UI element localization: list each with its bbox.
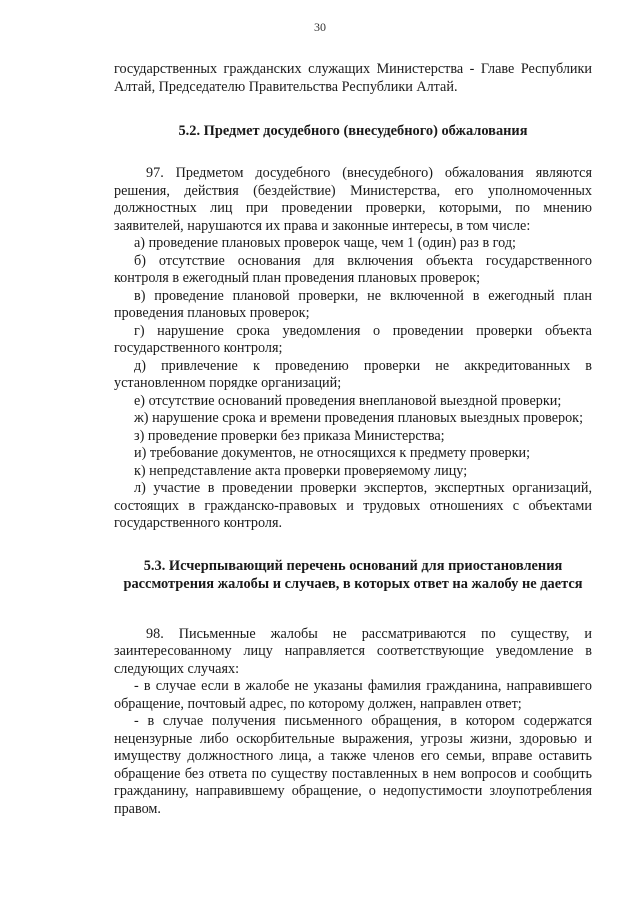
list-item-l: л) участие в проведении проверки экспертов, экспертных организаций, состоящих в гражданско-правовых и трудовых отношениях с объектами государственного контроля. bbox=[114, 480, 592, 531]
paragraph-98: 98. Письменные жалобы не рассматриваются по существу, и заинтересованному лицу направляется соответствующие уведомление в следующих случаях: bbox=[114, 625, 592, 677]
page-number: 30 bbox=[314, 20, 326, 34]
list-item-b: б) отсутствие основания для включения объекта государственного контроля в ежегодный план проведения плановых проверок; bbox=[114, 252, 592, 286]
section-heading-5-3: 5.3. Исчерпывающий перечень оснований для приостановления рассмотрения жалобы и случаев, в которых ответ на жалобу не дается bbox=[123, 557, 583, 592]
list-item-dash-2: - в случае получения письменного обращения, в котором содержатся нецензурные либо оскорбительные выражения, угрозы жизни, здоровью и имуществу должностного лица, а также членов его семьи, вправе оставить обращение без ответа по существу поставленных в нем вопросов и сообщить гражданину, направившему обращение, о недопустимости злоупотребления правом. bbox=[114, 713, 592, 817]
list-item-i: и) требование документов, не относящихся к предмету проверки; bbox=[134, 445, 531, 461]
section-heading-5-2: 5.2. Предмет досудебного (внесудебного) обжалования bbox=[178, 123, 528, 139]
list-item-dash-1: - в случае если в жалобе не указаны фамилия гражданина, направившего обращение, почтовый адрес, по которому должен, направлен ответ; bbox=[114, 678, 592, 712]
list-item-k: к) непредставление акта проверки проверяемому лицу; bbox=[134, 462, 468, 479]
document-body bbox=[114, 61, 592, 818]
list-item-z: з) проведение проверки без приказа Министерства; bbox=[134, 427, 445, 444]
list-item-a: а) проведение плановых проверок чаще, чем 1 (один) раз в год; bbox=[134, 235, 516, 251]
paragraph-97: 97. Предметом досудебного (внесудебного) обжалования являются решения, действия (бездействие) Министерства, его уполномоченных должностных лиц при проведении проверки, которыми, по мнению заявителей, нарушаются их права и законные интересы, в том числе: bbox=[114, 165, 592, 234]
intro-paragraph: государственных гражданских служащих Министерства - Главе Республики Алтай, Председателю Правительства Республики Алтай. bbox=[114, 61, 592, 95]
list-item-v: в) проведение плановой проверки, не включенной в ежегодный план проведения плановых проверок; bbox=[114, 287, 592, 321]
list-item-zh: ж) нарушение срока и времени проведения плановых выездных проверок; bbox=[134, 410, 584, 426]
list-item-g: г) нарушение срока уведомления о проведении проверки объекта государственного контроля; bbox=[114, 322, 592, 356]
list-item-d: д) привлечение к проведению проверки не аккредитованных в установленном порядке организаций; bbox=[114, 357, 592, 391]
list-item-e: е) отсутствие оснований проведения внеплановой выездной проверки; bbox=[134, 392, 562, 409]
